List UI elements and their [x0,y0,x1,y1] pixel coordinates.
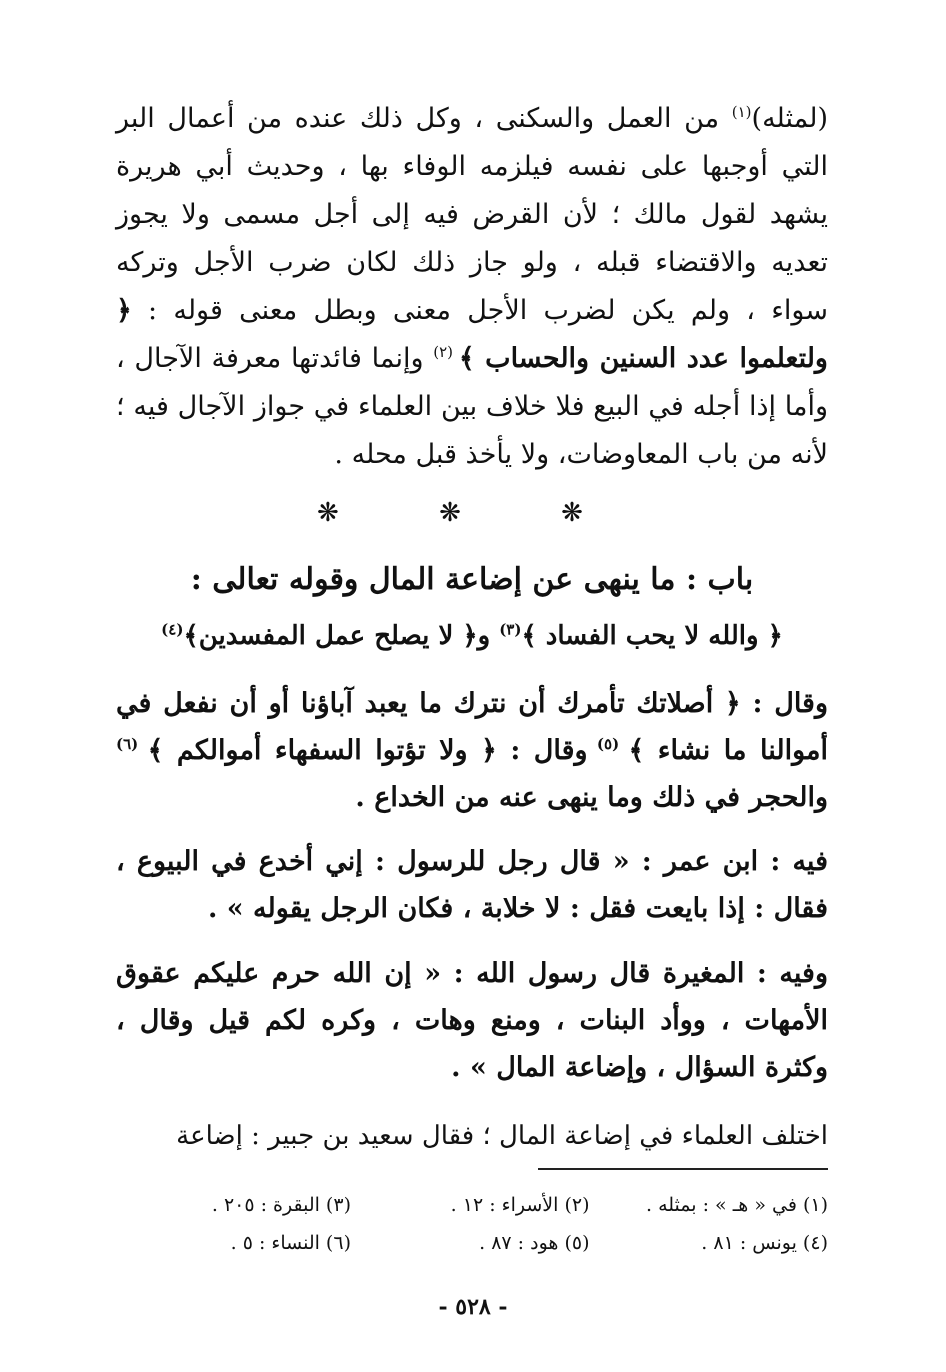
para1-text-a: من العمل والسكنى ، وكل ذلك عنده من أعمال البر التي أوجبها على نفسه فيلزمه الوفاء بها ، وحديث أبي هريرة يشهد لقول مالك ؛ لأن القرض فيه إلى أجل مسمى ولا يجوز تعديه والاقتضاء قبله ، ولو جاز ذلك لكان ضرب الأجل وتركه سواء ، ولم يكن لضرب الأجل معنى وبطل معنى قوله : [116,103,828,326]
footnote-ref-5[interactable]: (٥) [587,735,629,753]
para2-text-b: وقال : ﴿ ولا تؤتوا السفهاء أموالكم ﴾ [147,735,588,766]
footnote-divider [538,1168,828,1170]
footnote-1: (١) في « هـ » : بمثله . [645,1194,828,1216]
para1-text-b: وإنما فائدتها معرفة الآجال ، وأما إذا أجله في البيع فلا خلاف بين العلماء في جواز الآجال فيه ؛ لأنه من باب المعاوضات، ولا يأخذ قبل محله . [116,343,828,470]
hadith-mughira [116,950,828,1091]
chapter-subheading [116,612,828,660]
subhead-quran-2: و﴿ لا يصلح عمل المفسدين﴾ [183,621,500,651]
footnotes [116,1186,828,1262]
hadith-mughira-text: وفيه : المغيرة قال رسول الله : « إن الله حرم عليكم عقوق الأمهات ، ووأد البنات ، ومنع وهات ، وكره لكم قيل وقال ، وكثرة السؤال ، وإضاعة المال » . [116,958,828,1083]
commentary-paragraph: اختلف العلماء في إضاعة المال ؛ فقال سعيد بن جبير : إضاعة [176,1121,828,1151]
footnote-6: (٦) النساء : ٥ . [230,1232,351,1254]
subhead-quran-1: ﴿ والله لا يحب الفساد ﴾ [521,621,783,651]
hadith-ibn-umar-text: فيه : ابن عمر : « قال رجل للرسول : إني أخدع في البيوع ، فقال : إذا بايعت فقل : لا خلابة ، فكان الرجل يقوله » . [116,846,828,924]
chapter-heading: باب : ما ينهى عن إضاعة المال وقوله تعالى : [190,562,754,597]
opening-paragraph [116,95,828,479]
verses-paragraph [116,680,828,821]
para2-text-c: والحجر في ذلك وما ينهى عنه من الخداع . [355,782,828,813]
para1-start: (لمثله) [751,103,828,134]
footnote-ref-3[interactable]: (٣) [499,620,522,639]
footnote-ref-1[interactable]: (١) [731,103,752,121]
section-separator: ❋ ❋ ❋ [317,498,629,528]
para2-text-a: وقال : ﴿ أصلاتك تأمرك أن نترك ما يعبد آباؤنا أو أن نفعل في أموالنا ما نشاء ﴾ [116,688,828,766]
footnote-row-1 [116,1186,828,1224]
page-number: - ٥٢٨ - [438,1294,508,1320]
quran-quote-1: ﴿ ولتعلموا عدد السنين والحساب ﴾ [116,295,828,374]
footnote-row-2 [116,1224,828,1262]
footnote-ref-4[interactable]: (٤) [161,620,184,639]
footnote-3: (٣) البقرة : ٢٠٥ . [211,1194,351,1216]
footnote-2: (٢) الأسراء : ١٢ . [450,1194,590,1216]
footnote-ref-2[interactable]: (٢) [433,343,459,361]
hadith-ibn-umar [116,838,828,932]
footnote-4: (٤) يونس : ٨١ . [701,1232,828,1254]
footnote-ref-6[interactable]: (٦) [116,735,148,753]
footnote-5: (٥) هود : ٨٧ . [479,1232,590,1254]
